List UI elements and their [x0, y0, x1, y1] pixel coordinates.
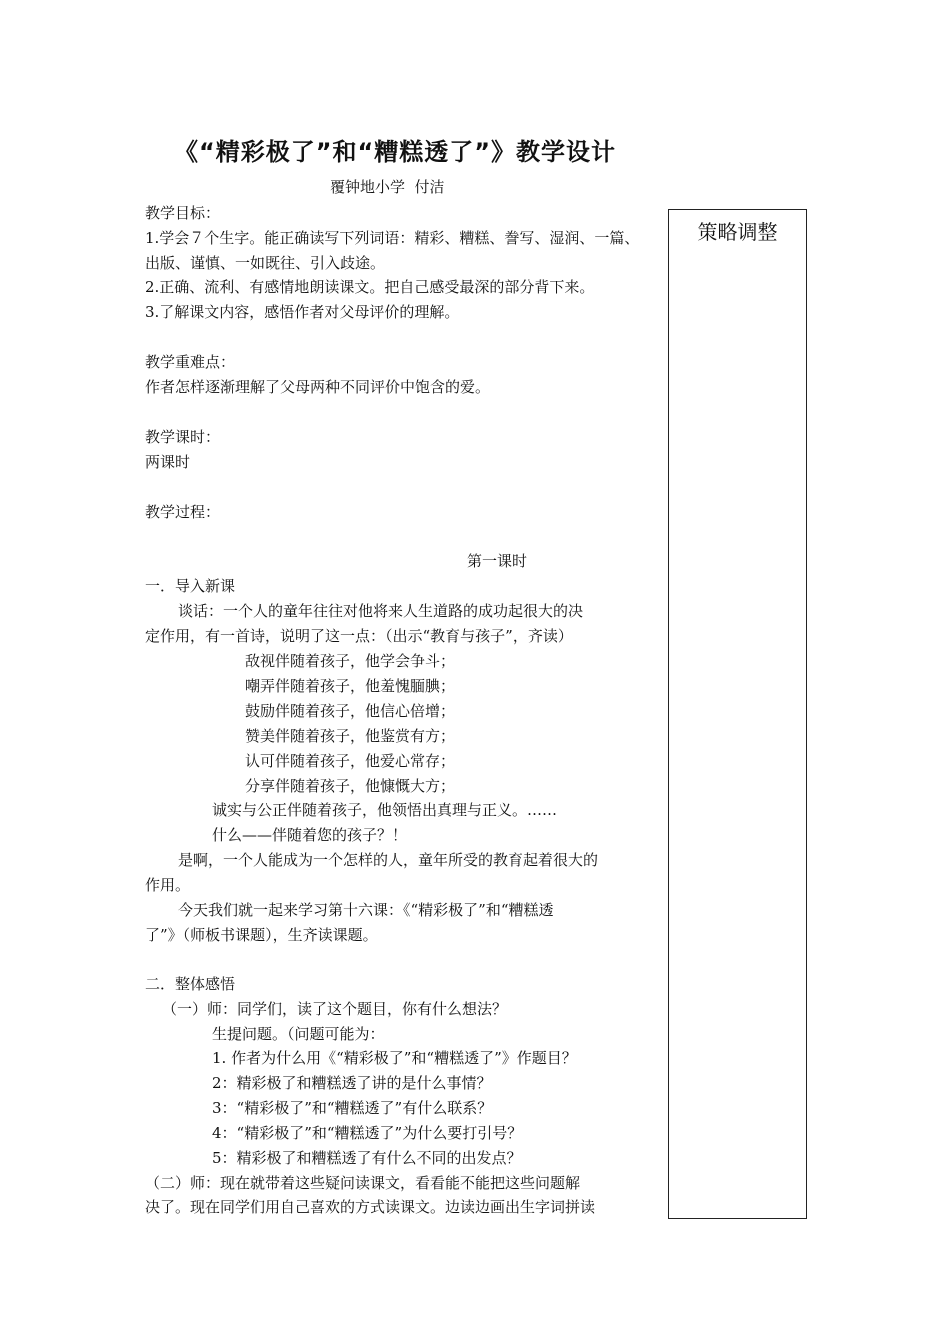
document-title: 《“精彩极了”和“糟糕透了”》教学设计 — [173, 138, 617, 166]
question-line: 3：“精彩极了”和“糟糕透了”有什么联系？ — [212, 1099, 493, 1117]
section-heading-objectives: 教学目标： — [145, 204, 221, 222]
poem-line: 分享伴随着孩子，他慷慨大方； — [245, 777, 456, 795]
poem-line: 敌视伴随着孩子，他学会争斗； — [245, 652, 456, 670]
paragraph-line: 决了。现在同学们用自己喜欢的方式读课文。边读边画出生字词拼读 — [145, 1198, 596, 1216]
section-heading-key-points: 教学重难点： — [145, 353, 236, 371]
poem-line: 鼓励伴随着孩子，他信心倍增； — [245, 702, 456, 720]
author-line: 覆钟地小学 付洁 — [330, 178, 445, 196]
paragraph-line: 生提问题。（问题可能为： — [212, 1025, 385, 1043]
question-line: 2：精彩极了和糟糕透了讲的是什么事情？ — [212, 1074, 492, 1092]
poem-line: 认可伴随着孩子，他爱心常存； — [245, 752, 456, 770]
lesson-period-heading: 第一课时 — [467, 552, 528, 570]
periods-line: 两课时 — [145, 453, 191, 471]
key-point-line: 作者怎样逐渐理解了父母两种不同评价中饱含的爱。 — [145, 378, 491, 396]
paragraph-line: 今天我们就一起来学习第十六课：《“精彩极了”和“糟糕透 — [178, 901, 554, 919]
paragraph-line: （一）师：同学们，读了这个题目，你有什么想法？ — [162, 1000, 508, 1018]
paragraph-line: 是啊，一个人能成为一个怎样的人，童年所受的教育起着很大的 — [178, 851, 599, 869]
part-heading: 二．整体感悟 — [145, 975, 236, 993]
poem-line: 赞美伴随着孩子，他鉴赏有方； — [245, 727, 456, 745]
poem-line: 什么——伴随着您的孩子？！ — [212, 826, 408, 844]
objective-line: 1.学会７个生字。能正确读写下列词语：精彩、糟糕、誊写、湿润、一篇、 — [145, 229, 640, 247]
paragraph-line: 定作用，有一首诗，说明了这一点：（出示“教育与孩子”，齐读） — [145, 627, 573, 645]
paragraph-line: 谈话：一个人的童年往往对他将来人生道路的成功起很大的决 — [178, 602, 584, 620]
objective-line: 3.了解课文内容，感悟作者对父母评价的理解。 — [145, 303, 460, 321]
paragraph-line: 了”》（师板书课题），生齐读课题。 — [145, 926, 378, 944]
objective-line: 2.正确、流利、有感情地朗读课文。把自己感受最深的部分背下来。 — [145, 278, 595, 296]
question-line: 4：“精彩极了”和“糟糕透了”为什么要打引号？ — [212, 1124, 523, 1142]
question-line: 5：精彩极了和糟糕透了有什么不同的出发点？ — [212, 1149, 522, 1167]
section-heading-process: 教学过程： — [145, 503, 221, 521]
paragraph-line: （二）师：现在就带着这些疑问读课文，看看能不能把这些问题解 — [145, 1174, 581, 1192]
paragraph-line: 作用。 — [145, 876, 191, 894]
poem-line: 嘲弄伴随着孩子，他羞愧腼腆； — [245, 677, 456, 695]
part-heading: 一．导入新课 — [145, 577, 236, 595]
section-heading-periods: 教学课时： — [145, 428, 221, 446]
question-line: 1. 作者为什么用《“精彩极了”和“糟糕透了”》作题目？ — [212, 1049, 577, 1067]
strategy-adjustment-title: 策略调整 — [697, 220, 778, 244]
poem-line: 诚实与公正伴随着孩子，他领悟出真理与正义。…… — [212, 801, 558, 819]
strategy-adjustment-box — [668, 209, 807, 1219]
objective-line: 出版、谨慎、一如既往、引入歧途。 — [145, 254, 386, 272]
